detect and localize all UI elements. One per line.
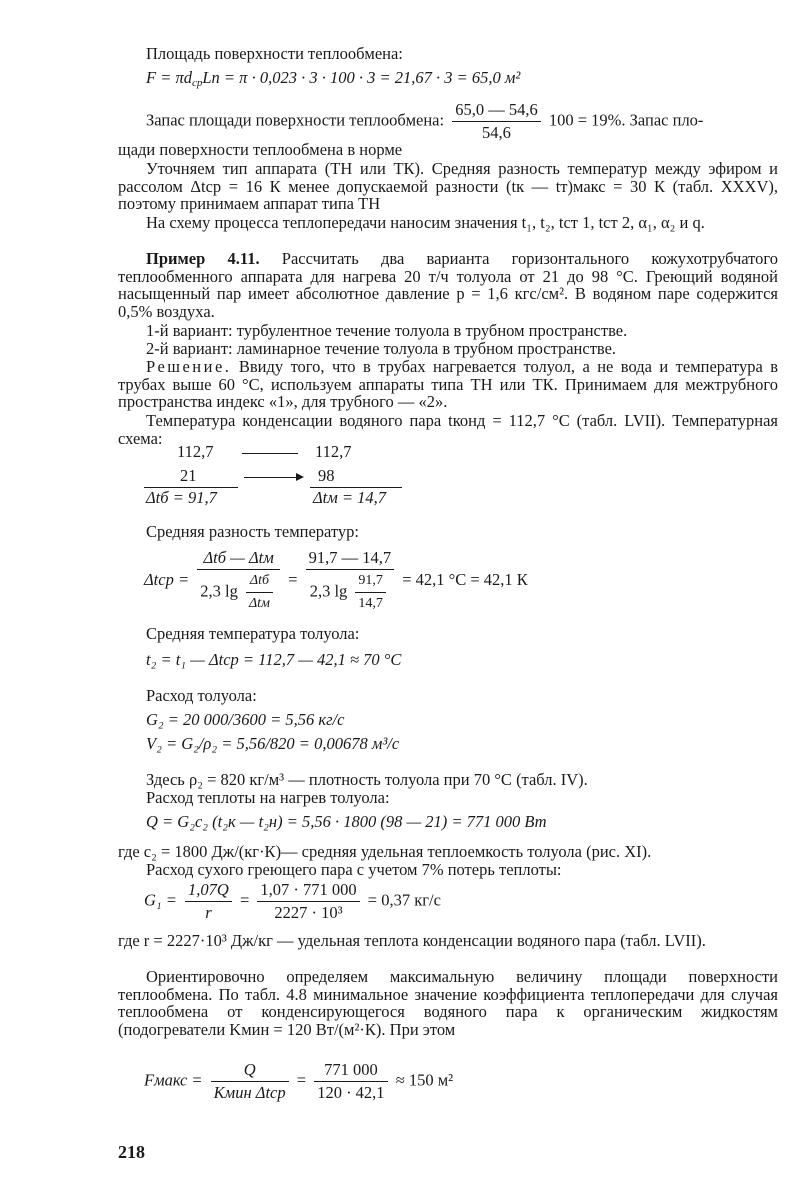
text-part: 100 = 19%. Запас пло- — [548, 110, 704, 130]
fraction-num: 771 000 — [314, 1060, 387, 1082]
formula-line: V₂ = G₂/ρ₂ = 5,56/820 = 0,00678 м³/с — [146, 734, 400, 753]
fraction-den: Δtм — [248, 596, 270, 611]
fraction-num: 91,7 — [355, 571, 386, 593]
fraction-num: Δtб — [246, 571, 273, 593]
formula-part: Ln = π · 0,023 · 3 · 100 · 3 = 21,67 · 3 = 65,0 м² — [202, 68, 521, 87]
formula-part: = 42,1 °С = 42,1 К — [402, 569, 528, 589]
text-part: Запас площади поверхности теплообмена: — [146, 110, 445, 130]
formula-part: = 0,37 кг/с — [367, 890, 441, 910]
fraction-den: r — [205, 903, 212, 922]
fraction-den — [306, 570, 395, 614]
steam-formula: G₁ = $\frac{1,07Q}{r}$ = $\frac{1,07 \cdot 771 000}{\text{2227 · 10³}}$ = 0,37 кг/с — [144, 880, 441, 922]
text-line: Расход толуола: — [146, 686, 257, 705]
fmax-formula: Fмакс = $\frac{Q}{\text{Kмин Δtср}}$ = $\frac{771 000}{120 \cdot 42,1}$ ≈ 150 м² — [144, 1060, 454, 1102]
fraction — [246, 571, 273, 614]
fraction-num: 91,7 — 14,7 — [306, 548, 395, 570]
fraction-num: 1,07 · 771 000 — [257, 880, 359, 902]
formula-part: ≈ 150 м² — [395, 1070, 454, 1090]
fraction — [185, 880, 232, 923]
fraction — [257, 880, 359, 923]
paragraph: На схему процесса теплопередачи наносим значения t₁, t₂, tст 1, tст 2, α₁, α₂ и q. — [146, 213, 705, 232]
fraction — [314, 1060, 387, 1103]
fraction-den: 120 · 42,1 — [317, 1083, 385, 1102]
scheme-value: 112,7 — [177, 442, 214, 461]
solution-label: Решение. — [146, 357, 232, 376]
reserve-formula — [146, 100, 703, 143]
paragraph: где r = 2227·10³ Дж/кг — удельная теплота конденсации водяного пара (табл. LVII). — [118, 931, 706, 950]
formula-sub: ср — [191, 77, 203, 89]
text-line: Средняя разность температур: — [146, 522, 360, 541]
fraction — [452, 100, 541, 143]
text-line: Средняя температура толуола: — [146, 624, 360, 643]
fraction — [355, 571, 386, 614]
example-label: Пример 4.11. — [146, 249, 260, 268]
fraction-num: Q — [211, 1060, 289, 1082]
text-line: Расход теплоты на нагрев толуола: — [146, 788, 390, 807]
fraction — [197, 548, 280, 614]
text-line: щади поверхности теплообмена в норме — [118, 140, 403, 159]
scheme-line — [242, 453, 298, 454]
fraction-num: Δtб — Δtм — [197, 548, 280, 570]
formula-part: 2,3 lg — [309, 581, 348, 601]
scheme-arrow — [244, 477, 302, 478]
formula-part: Fмакс = — [144, 1070, 203, 1090]
text-line: Здесь ρ₂ = 820 кг/м³ — плотность толуола при 70 °С (табл. IV). — [146, 770, 588, 789]
text-line: где c₂ = 1800 Дж/(кг·К)— средняя удельная теплоемкость толуола (рис. XI). — [118, 842, 652, 861]
solution-paragraph — [118, 358, 778, 411]
paragraph: 2-й вариант: ламинарное течение толуола в трубном пространстве. — [146, 339, 617, 358]
fraction-den: Kмин Δtср — [213, 1083, 286, 1102]
fraction — [306, 548, 395, 614]
formula-part: G₁ = — [144, 890, 177, 910]
text-line: Площадь поверхности теплообмена: — [146, 44, 403, 63]
formula-part: 2,3 lg — [200, 581, 238, 601]
paragraph: Ориентировочно определяем максимальную величину площади поверхности теплообмена. По табл. 4.8 минимальное значение коэффициента теплопередачи для случая теплообмена от конденсирующегося водяного пара к органическим жидкостям (подогреватели Kмин = 120 Вт/(м²·К). При этом — [118, 967, 778, 1039]
example-text: Рассчитать два варианта горизонтального кожухотрубчатого теплообменного аппарата для нагрева 20 т/ч толуола от 21 до 98 °С. Греющий водяной насыщенный пар имеет абсолютное давление p = 1,6 кгс/см². В водяном паре содержится 0,5% воздуха. — [118, 249, 778, 321]
formula-part: F = πd — [146, 68, 192, 87]
paragraph: Температура конденсации водяного пара tконд = 112,7 °С (табл. LVII). Температурная схема: — [118, 411, 778, 448]
formula-part: Δtср = — [144, 569, 190, 589]
formula-line: G₂ = 20 000/3600 = 5,56 кг/с — [146, 710, 345, 729]
fraction-num: 65,0 — 54,6 — [452, 100, 541, 122]
fraction — [211, 1060, 289, 1103]
scheme-value: 98 — [318, 466, 335, 485]
fraction-num: 1,07Q — [185, 880, 232, 902]
fraction-den — [197, 570, 280, 614]
fraction-den: 14,7 — [358, 596, 383, 611]
scheme-value: Δtм = 14,7 — [313, 488, 387, 507]
mean-diff-formula: Δtср = Δtб — Δtм 2,3 lg $\frac{\text{Δtб}}{\text{Δtм}}$ = 91,7 — 14,7 2,3 lg $\frac{91,7}{14,7}$ = 42,1 °С = 42,1 К — [144, 548, 528, 614]
fraction-den: 54,6 — [482, 123, 511, 142]
example-paragraph — [118, 250, 778, 320]
fraction-den: 2227 · 10³ — [274, 903, 343, 922]
page-number: 218 — [118, 1142, 145, 1162]
scheme-value: Δtб = 91,7 — [146, 488, 217, 507]
formula-line: t₂ = t₁ — Δtср = 112,7 — 42,1 ≈ 70 °С — [146, 650, 402, 669]
solution-text: Ввиду того, что в трубах нагревается толуол, а не вода и температура в трубах выше 60 °С, используем аппараты типа ТН или ТК. Принимаем для межтрубного пространства индекс «1», для трубного — «2». — [118, 357, 778, 412]
scheme-value: 21 — [180, 466, 197, 485]
paragraph: 1-й вариант: турбулентное течение толуола в трубном пространстве. — [146, 321, 628, 340]
formula-area — [146, 68, 520, 93]
paragraph: Уточняем тип аппарата (ТН или ТК). Средняя разность температур между эфиром и рассолом Δtср = 16 К менее допускаемой разности (tк — tт)макс = 30 К (табл. XXXV), поэтому принимаем аппарат типа ТН — [118, 159, 778, 214]
formula-line: Q = G₂c₂ (t₂к — t₂н) = 5,56 · 1800 (98 — 21) = 771 000 Вт — [146, 812, 547, 831]
scheme-value: 112,7 — [315, 442, 352, 461]
text-line: Расход сухого греющего пара с учетом 7% потерь теплоты: — [146, 860, 562, 879]
